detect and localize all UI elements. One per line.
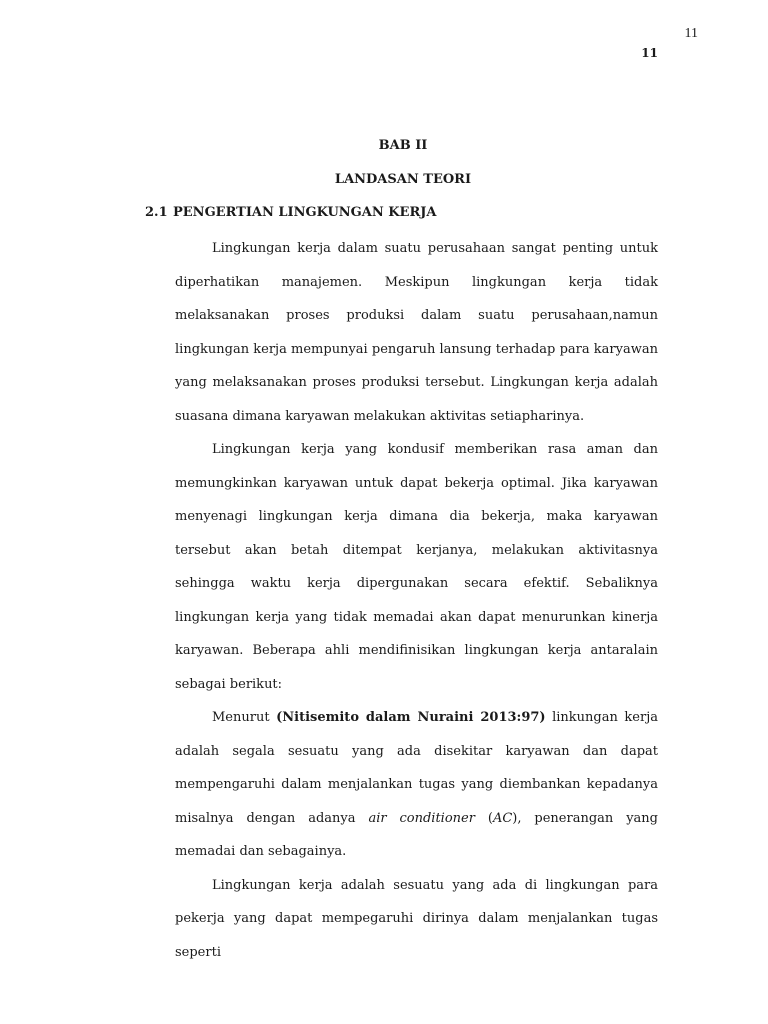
chapter-title: LANDASAN TEORI: [334, 172, 472, 187]
section-heading: [145, 205, 437, 220]
italic-abbr: AC: [492, 810, 513, 826]
section-number: 2.1: [145, 205, 168, 220]
paragraph-1: Lingkungan kerja dalam suatu perusahaan sangat penting untuk diperhatikan manajemen. Meskipun lingkungan kerja tidak melaksanakan proses produksi dalam suatu perusahaan,namun lingkungan kerja mempunyai pengaruh lansung terhadap para karyawan yang melaksanakan proses produksi tersebut. Lingkungan kerja adalah suasana dimana karyawan melakukan aktivitas setiapharinya.: [175, 241, 658, 424]
body-text: [175, 232, 658, 969]
section-title: PENGERTIAN LINGKUNGAN KERJA: [173, 205, 437, 220]
page-number-outer: 11: [684, 26, 698, 41]
paragraph-3: [175, 701, 658, 869]
paragraph-3-tail: ), penerangan yang memadai dan sebagainya.: [175, 810, 658, 859]
italic-term: air conditioner: [368, 810, 475, 826]
page-number-inner: 11: [641, 46, 658, 60]
paragraph-3-mid: linkungan kerja adalah segala sesuatu yang ada disekitar karyawan dan dapat mempengaruhi dalam menjalankan tugas yang diembankan kepadanya misalnya dengan adanya: [175, 710, 658, 826]
paragraph-4: Lingkungan kerja adalah sesuatu yang ada di lingkungan para pekerja yang dapat mempegaruhi dirinya dalam menjalankan tugas seperti: [175, 877, 658, 960]
paragraph-2: Lingkungan kerja yang kondusif memberikan rasa aman dan memungkinkan karyawan untuk dapat bekerja optimal. Jika karyawan menyenagi lingkungan kerja dimana dia bekerja, maka karyawan tersebut akan betah ditempat kerjanya, melakukan aktivitasnya sehingga waktu kerja dipergunakan secara efektif. Sebaliknya lingkungan kerja yang tidak memadai akan dapat menurunkan kinerja karyawan. Beberapa ahli mendifinisikan lingkungan kerja antaralain sebagai berikut:: [175, 442, 658, 692]
paragraph-3-lead: Menurut: [212, 710, 277, 725]
paren-open: (: [474, 810, 493, 826]
citation: (Nitisemito dalam Nuraini 2013:97): [276, 710, 546, 725]
chapter-heading: BAB II: [378, 138, 428, 153]
